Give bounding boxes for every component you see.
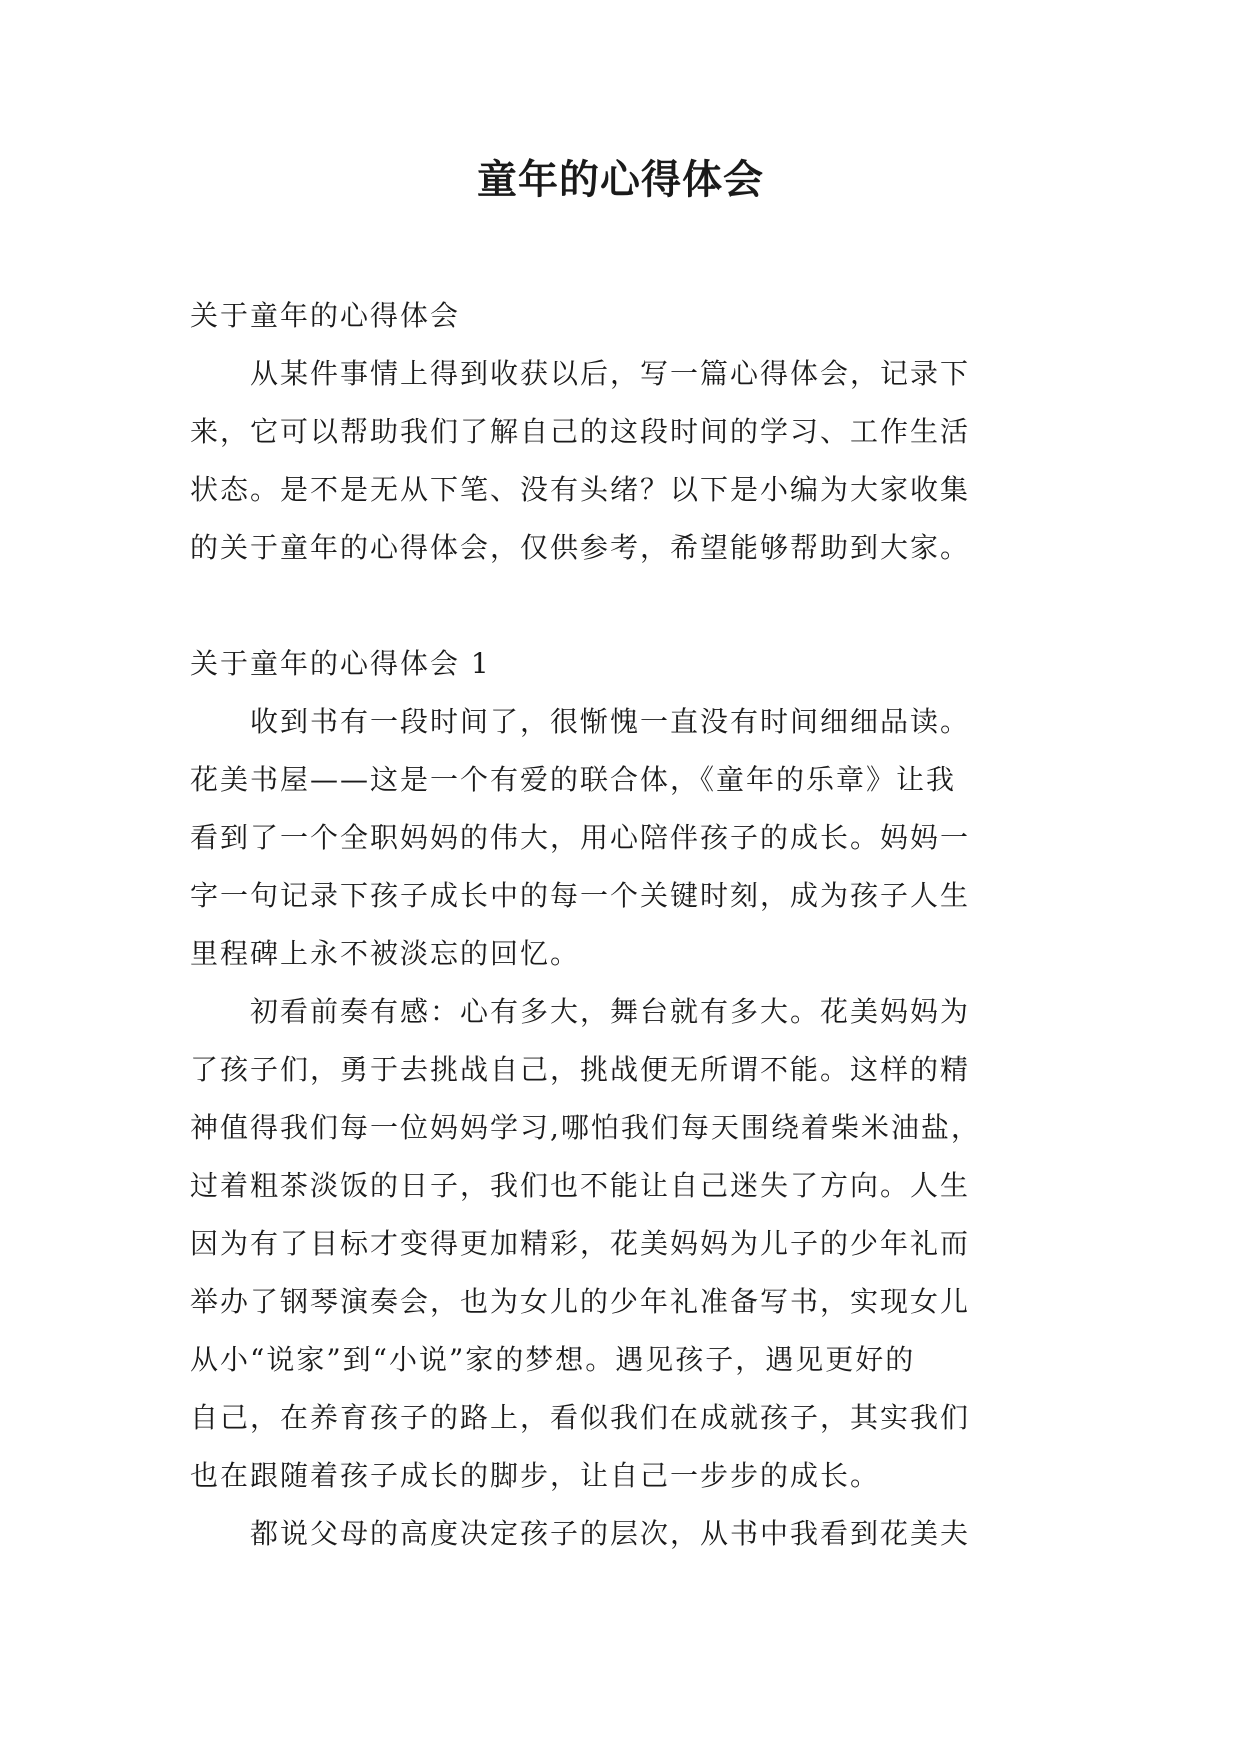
paragraph-line: 因为有了目标才变得更加精彩，花美妈妈为儿子的少年礼而 bbox=[190, 1227, 971, 1260]
intro-line: 来，它可以帮助我们了解自己的这段时间的学习、工作生活 bbox=[190, 415, 971, 448]
paragraph-line: 初看前奏有感：心有多大，舞台就有多大。花美妈妈为 bbox=[190, 995, 971, 1028]
paragraph-line: 自己，在养育孩子的路上，看似我们在成就孩子，其实我们 bbox=[190, 1401, 971, 1434]
paragraph-line: 了孩子们，勇于去挑战自己，挑战便无所谓不能。这样的精 bbox=[190, 1053, 971, 1086]
section1-heading: 关于童年的心得体会 1 bbox=[190, 647, 491, 680]
paragraph-line: 花美书屋——这是一个有爱的联合体，《童年的乐章》让我 bbox=[190, 763, 957, 796]
paragraph-line: 也在跟随着孩子成长的脚步，让自己一步步的成长。 bbox=[190, 1459, 881, 1492]
intro-paragraph bbox=[190, 345, 1070, 577]
paragraph-line: 神值得我们每一位妈妈学习,哪怕我们每天围绕着柴米油盐， bbox=[190, 1111, 981, 1144]
paragraph-line: 都说父母的高度决定孩子的层次，从书中我看到花美夫 bbox=[190, 1517, 971, 1550]
paragraph-line: 从小“说家”到“小说”家的梦想。遇见孩子，遇见更好的 bbox=[190, 1343, 916, 1376]
document-title: 童年的心得体会 bbox=[477, 156, 764, 203]
paragraph-line: 收到书有一段时间了，很惭愧一直没有时间细细品读。 bbox=[190, 705, 971, 738]
paragraph-line: 字一句记录下孩子成长中的每一个关键时刻，成为孩子人生 bbox=[190, 879, 971, 912]
paragraph-line: 看到了一个全职妈妈的伟大，用心陪伴孩子的成长。妈妈一 bbox=[190, 821, 971, 854]
intro-line: 的关于童年的心得体会，仅供参考，希望能够帮助到大家。 bbox=[190, 531, 971, 564]
intro-heading: 关于童年的心得体会 bbox=[190, 299, 461, 332]
paragraph-line: 里程碑上永不被淡忘的回忆。 bbox=[190, 937, 581, 970]
paragraph-line: 举办了钢琴演奏会，也为女儿的少年礼准备写书，实现女儿 bbox=[190, 1285, 971, 1318]
document-body bbox=[190, 287, 1070, 1563]
section1-paragraph-1 bbox=[190, 693, 1070, 983]
section1-paragraph-2 bbox=[190, 983, 1070, 1505]
section-spacer bbox=[190, 577, 1070, 635]
intro-line: 从某件事情上得到收获以后，写一篇心得体会，记录下 bbox=[190, 357, 971, 390]
section1-paragraph-3 bbox=[190, 1505, 1070, 1563]
intro-line: 状态。是不是无从下笔、没有头绪？以下是小编为大家收集 bbox=[190, 473, 971, 506]
paragraph-line: 过着粗茶淡饭的日子，我们也不能让自己迷失了方向。人生 bbox=[190, 1169, 971, 1202]
